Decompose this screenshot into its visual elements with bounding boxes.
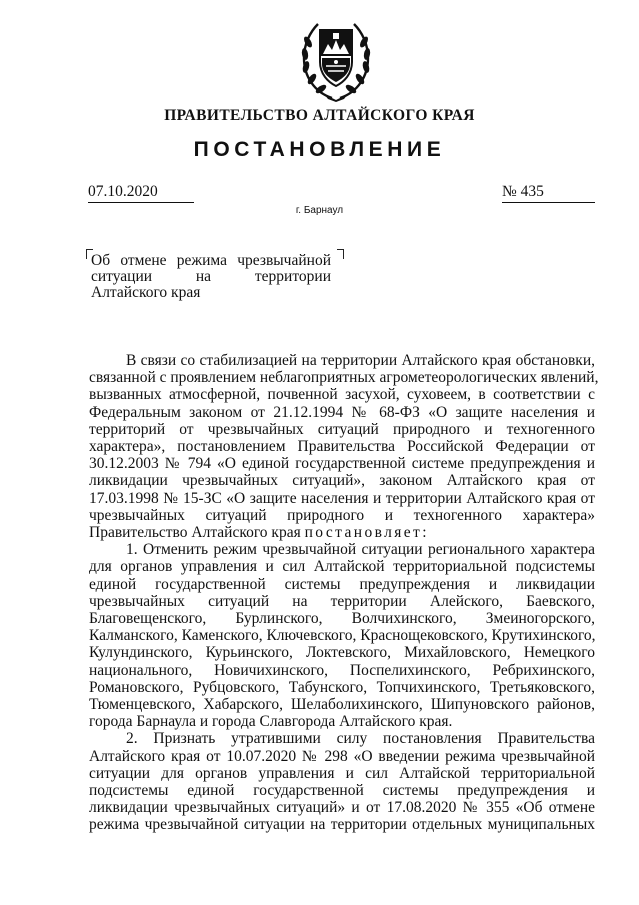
body-line: характера», постановлением Правительства Российской Федерации от [89, 438, 595, 456]
body-line: города Барнаула и города Славгорода Алтайского края. [89, 713, 453, 731]
document-number: № 435 [502, 183, 595, 203]
document-city: г. Барнаул [295, 205, 344, 216]
body-line: 2. Признать утратившими силу постановления Правительства [126, 730, 595, 748]
body-line: ликвидации чрезвычайных ситуаций», законом Алтайского края от [89, 472, 595, 490]
body-line: Федеральным законом от 21.12.1994 № 68-ФЗ «О защите населения и [89, 403, 595, 421]
body-line [89, 524, 595, 541]
document-body [89, 352, 599, 834]
body-line: национального, Новичихинского, Поспелихинского, Ребрихинского, [89, 661, 595, 679]
document-type-title: ПОСТАНОВЛЕНИЕ [193, 138, 446, 161]
body-line: вызванных атмосферной, почвенной засухой, суховеем, в соответствии с [89, 386, 595, 404]
subject-line: ситуации на территории [91, 268, 331, 285]
body-line: Тюменцевского, Хабарского, Шелаболихинского, Шипуновского районов, [89, 696, 595, 714]
body-line-text: Правительство Алтайского края [89, 524, 301, 542]
body-line: Романовского, Рубцовского, Табунского, Топчихинского, Третьяковского, [89, 678, 595, 696]
subject-line: Об отмене режима чрезвычайной [91, 252, 331, 269]
body-line: ситуации для органов управления и сил Алтайской территориальной [89, 764, 595, 782]
subject-bracket-right [337, 249, 344, 259]
body-line: чрезвычайных ситуаций природного и техногенного характера» [89, 506, 595, 524]
body-line: 17.03.1998 № 15-ЗС «О защите населения и территории Алтайского края от [89, 489, 595, 507]
body-line: В связи со стабилизацией на территории Алтайского края обстановки, [126, 352, 595, 369]
body-line: режима чрезвычайной ситуации на территории отдельных муниципальных [89, 816, 595, 834]
body-line: Калманского, Каменского, Ключевского, Краснощековского, Крутихинского, [89, 627, 596, 645]
resolution-keyword: постановляет: [304, 524, 429, 542]
body-line: чрезвычайных ситуаций на территории Алейского, Баевского, [89, 592, 595, 610]
document-subject [91, 253, 331, 301]
document-date: 07.10.2020 [88, 183, 194, 203]
subject-line: Алтайского края [91, 284, 201, 301]
body-line: для органов управления и сил Алтайской территориальной подсистемы [89, 558, 595, 576]
organization-title: ПРАВИТЕЛЬСТВО АЛТАЙСКОГО КРАЯ [164, 107, 475, 124]
body-line: единой государственной системы предупреждения и ликвидации [89, 575, 595, 593]
body-line: территорий от чрезвычайных ситуаций природного и техногенного [89, 420, 595, 438]
body-line: ликвидации чрезвычайных ситуаций» и от 17.08.2020 № 355 «Об отмене [89, 799, 595, 817]
coat-of-arms-emblem [298, 20, 374, 102]
body-line: подсистемы единой государственной системы предупреждения и [89, 782, 595, 800]
body-line: Кулундинского, Курьинского, Локтевского, Михайловского, Немецкого [89, 644, 595, 662]
body-line: связанной с проявлением неблагоприятных агрометеорологических явлений, [89, 369, 599, 387]
body-line: 1. Отменить режим чрезвычайной ситуации регионального характера [126, 541, 595, 559]
body-line: Благовещенского, Бурлинского, Волчихинского, Змеиногорского, [89, 610, 595, 628]
body-line: 30.12.2003 № 794 «О единой государственной системе предупреждения и [89, 455, 595, 473]
body-line: Алтайского края от 10.07.2020 № 298 «О введении режима чрезвычайной [89, 747, 595, 765]
